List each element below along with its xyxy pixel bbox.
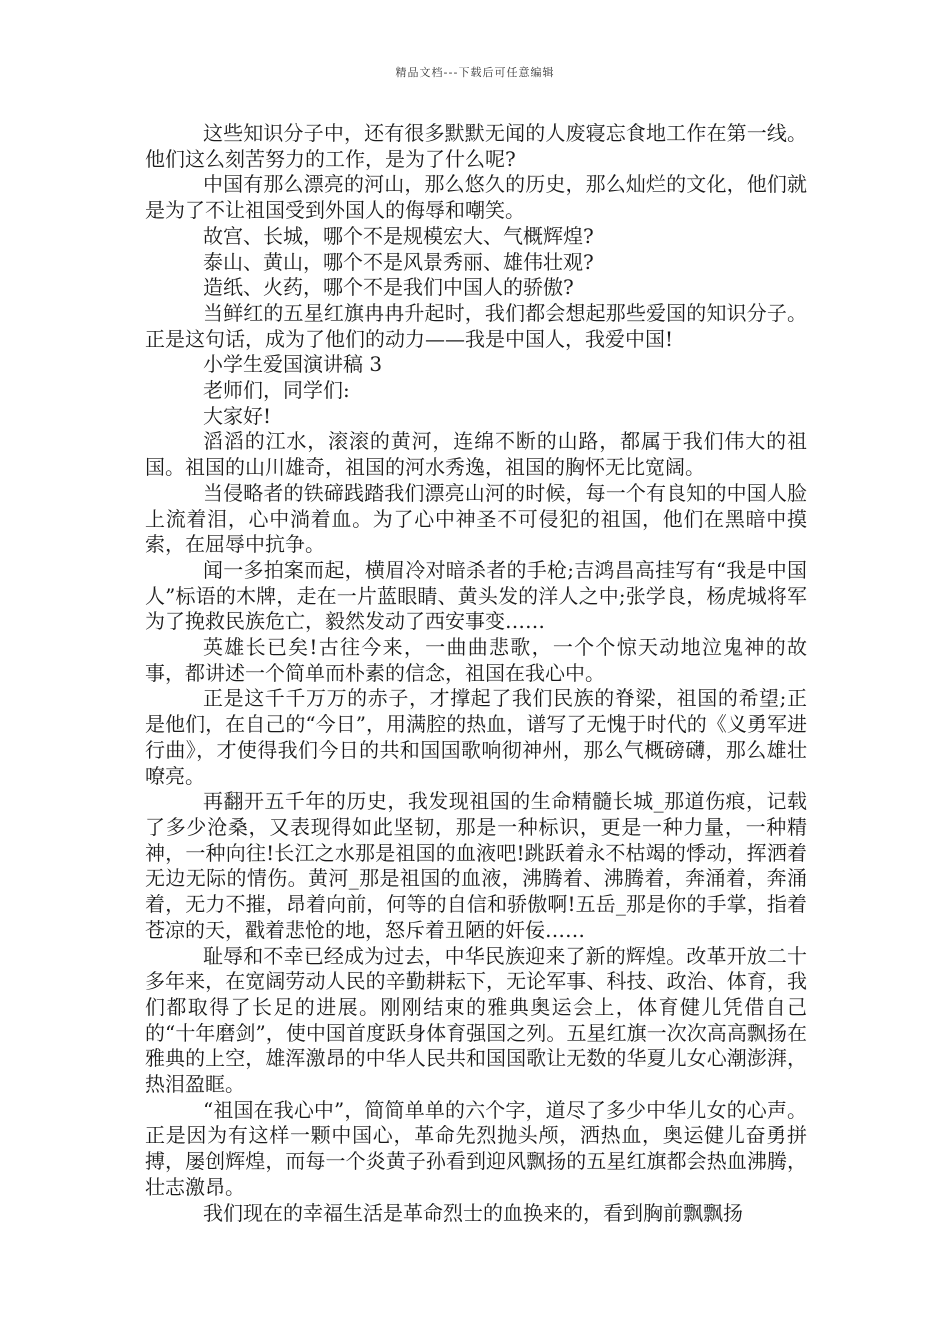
paragraph: 故宫、长城，哪个不是规模宏大、气概辉煌?: [203, 223, 594, 248]
paragraph: 闻一多拍案而起，横眉冷对暗杀者的手枪;吉鸿昌高挂写有“我是中国人”标语的木牌，走在一片蓝眼睛、黄头发的洋人之中;张学良，杨虎城将军为了挽救民族危亡，毅然发动了西安事变……: [145, 557, 807, 634]
paragraph: 英雄长已矣!古往今来，一曲曲悲歌，一个个惊天动地泣鬼神的故事，都讲述一个简单而朴素的信念，祖国在我心中。: [145, 635, 807, 685]
paragraph: 我们现在的幸福生活是革命烈士的血换来的，看到胸前飘飘扬: [203, 1200, 743, 1225]
page-header: 精品文档---下载后可任意编辑: [395, 66, 555, 79]
paragraph: “祖国在我心中”，简简单单的六个字，道尽了多少中华儿女的心声。正是因为有这样一颗中国心，革命先烈抛头颅，洒热血，奥运健儿奋勇拼搏，屡创辉煌，而每一个炎黄子孙看到迎风飘扬的五星红旗都会热血沸腾，壮志激昂。: [145, 1097, 807, 1199]
paragraph: 再翻开五千年的历史，我发现祖国的生命精髓长城_那道伤痕，记载了多少沧桑，又表现得如此坚韧，那是一种标识，更是一种力量，一种精神，一种向往!长江之水那是祖国的血液吧!跳跃着永不枯竭的悸动，挥洒着无边无际的情伤。黄河_那是祖国的血液，沸腾着、沸腾着，奔涌着，奔涌着，无力不摧，昂着向前，何等的自信和骄傲啊!五岳_那是你的手掌，指着苍凉的天，戳着悲怆的地，怒斥着丑陋的奸佞……: [145, 789, 807, 942]
paragraph: 这些知识分子中，还有很多默默无闻的人废寝忘食地工作在第一线。他们这么刻苦努力的工作，是为了什么呢?: [145, 121, 807, 171]
paragraph: 造纸、火药，哪个不是我们中国人的骄傲?: [203, 275, 574, 300]
paragraph: 滔滔的江水，滚滚的黄河，连绵不断的山路，都属于我们伟大的祖国。祖国的山川雄奇，祖国的河水秀逸，祖国的胸怀无比宽阔。: [145, 429, 807, 480]
paragraph: 耻辱和不幸已经成为过去，中华民族迎来了新的辉煌。改革开放二十多年来，在宽阔劳动人民的辛勤耕耘下，无论军事、科技、政治、体育，我们都取得了长足的进展。刚刚结束的雅典奥运会上，体育健儿凭借自己的“十年磨剑”，使中国首度跃身体育强国之列。五星红旗一次次高高飘扬在雅典的上空，雄浑激昂的中华人民共和国国歌让无数的华夏儿女心潮澎湃，热泪盈眶。: [145, 943, 807, 1097]
document-body: [145, 121, 807, 1226]
paragraph: 当侵略者的铁碲践踏我们漂亮山河的时候，每一个有良知的中国人脸上流着泪，心中淌着血。为了心中神圣不可侵犯的祖国，他们在黑暗中摸索，在屈辱中抗争。: [145, 480, 807, 557]
paragraph: 正是这千千万万的赤子，才撑起了我们民族的脊梁，祖国的希望;正是他们，在自己的“今日”，用满腔的热血，谱写了无愧于时代的《义勇军进行曲》，才使得我们今日的共和国国歌响彻神州，那么气概磅礴，那么雄壮嘹亮。: [145, 686, 807, 788]
paragraph: 中国有那么漂亮的河山，那么悠久的历史，那么灿烂的文化，他们就是为了不让祖国受到外国人的侮辱和嘲笑。: [145, 172, 807, 223]
salutation: 老师们，同学们:: [203, 378, 350, 403]
section-title: 小学生爱国演讲稿 3: [203, 352, 383, 377]
paragraph: 泰山、黄山，哪个不是风景秀丽、雄伟壮观?: [203, 249, 594, 274]
greeting: 大家好!: [203, 403, 272, 428]
paragraph: 当鲜红的五星红旗冉冉升起时，我们都会想起那些爱国的知识分子。正是这句话，成为了他们的动力——我是中国人，我爱中国!: [145, 300, 807, 351]
